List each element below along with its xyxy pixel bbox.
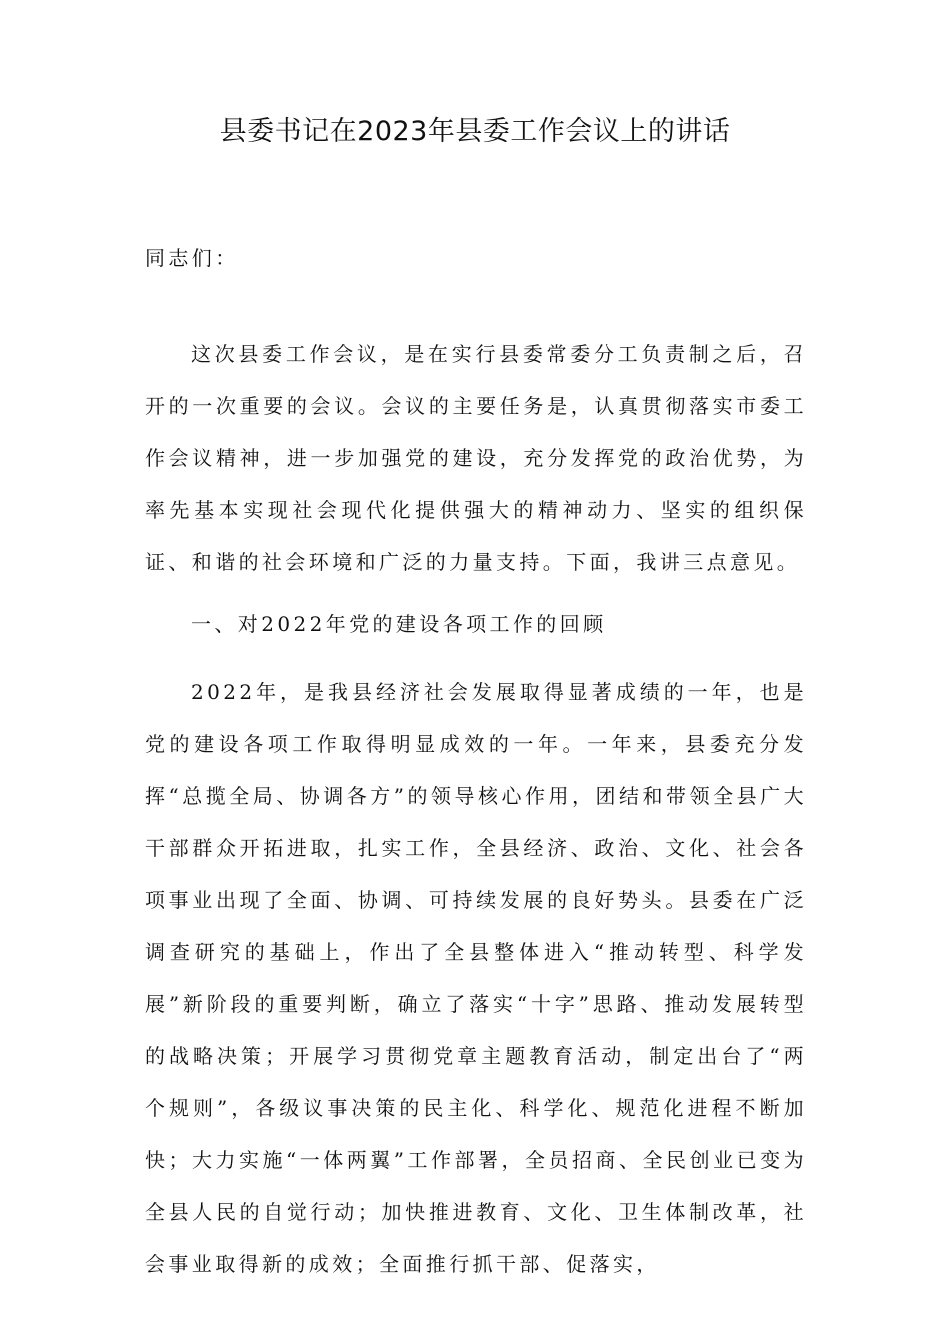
paragraph-review: 2022年，是我县经济社会发展取得显著成绩的一年，也是党的建设各项工作取得明显成效的一年。一年来，县委充分发挥“总揽全局、协调各方”的领导核心作用，团结和带领全县广大干部群众开拓进取，扎实工作，全县经济、政治、文化、社会各项事业出现了全面、协调、可持续发展的良好势头。县委在广泛调查研究的基础上，作出了全县整体进入“推动转型、科学发展”新阶段的重要判断，确立了落实“十字”思路、推动发展转型的战略决策；开展学习贯彻党章主题教育活动，制定出台了“两个规则”，各级议事决策的民主化、科学化、规范化进程不断加快；大力实施“一体两翼”工作部署，全员招商、全民创业已变为全县人民的自觉行动；加快推进教育、文化、卫生体制改革，社会事业取得新的成效；全面推行抓干部、促落实， xyxy=(145,680,807,1276)
document-title: 县委书记在2023年县委工作会议上的讲话 xyxy=(219,116,731,147)
section-heading-1: 一、对2022年党的建设各项工作的回顾 xyxy=(191,612,607,636)
salutation: 同志们： xyxy=(145,246,239,270)
paragraph-intro: 这次县委工作会议，是在实行县委常委分工负责制之后，召开的一次重要的会议。会议的主要任务是，认真贯彻落实市委工作会议精神，进一步加强党的建设，充分发挥党的政治优势，为率先基本实现社会现代化提供强大的精神动力、坚实的组织保证、和谐的社会环境和广泛的力量支持。下面，我讲三点意见。 xyxy=(145,342,807,574)
